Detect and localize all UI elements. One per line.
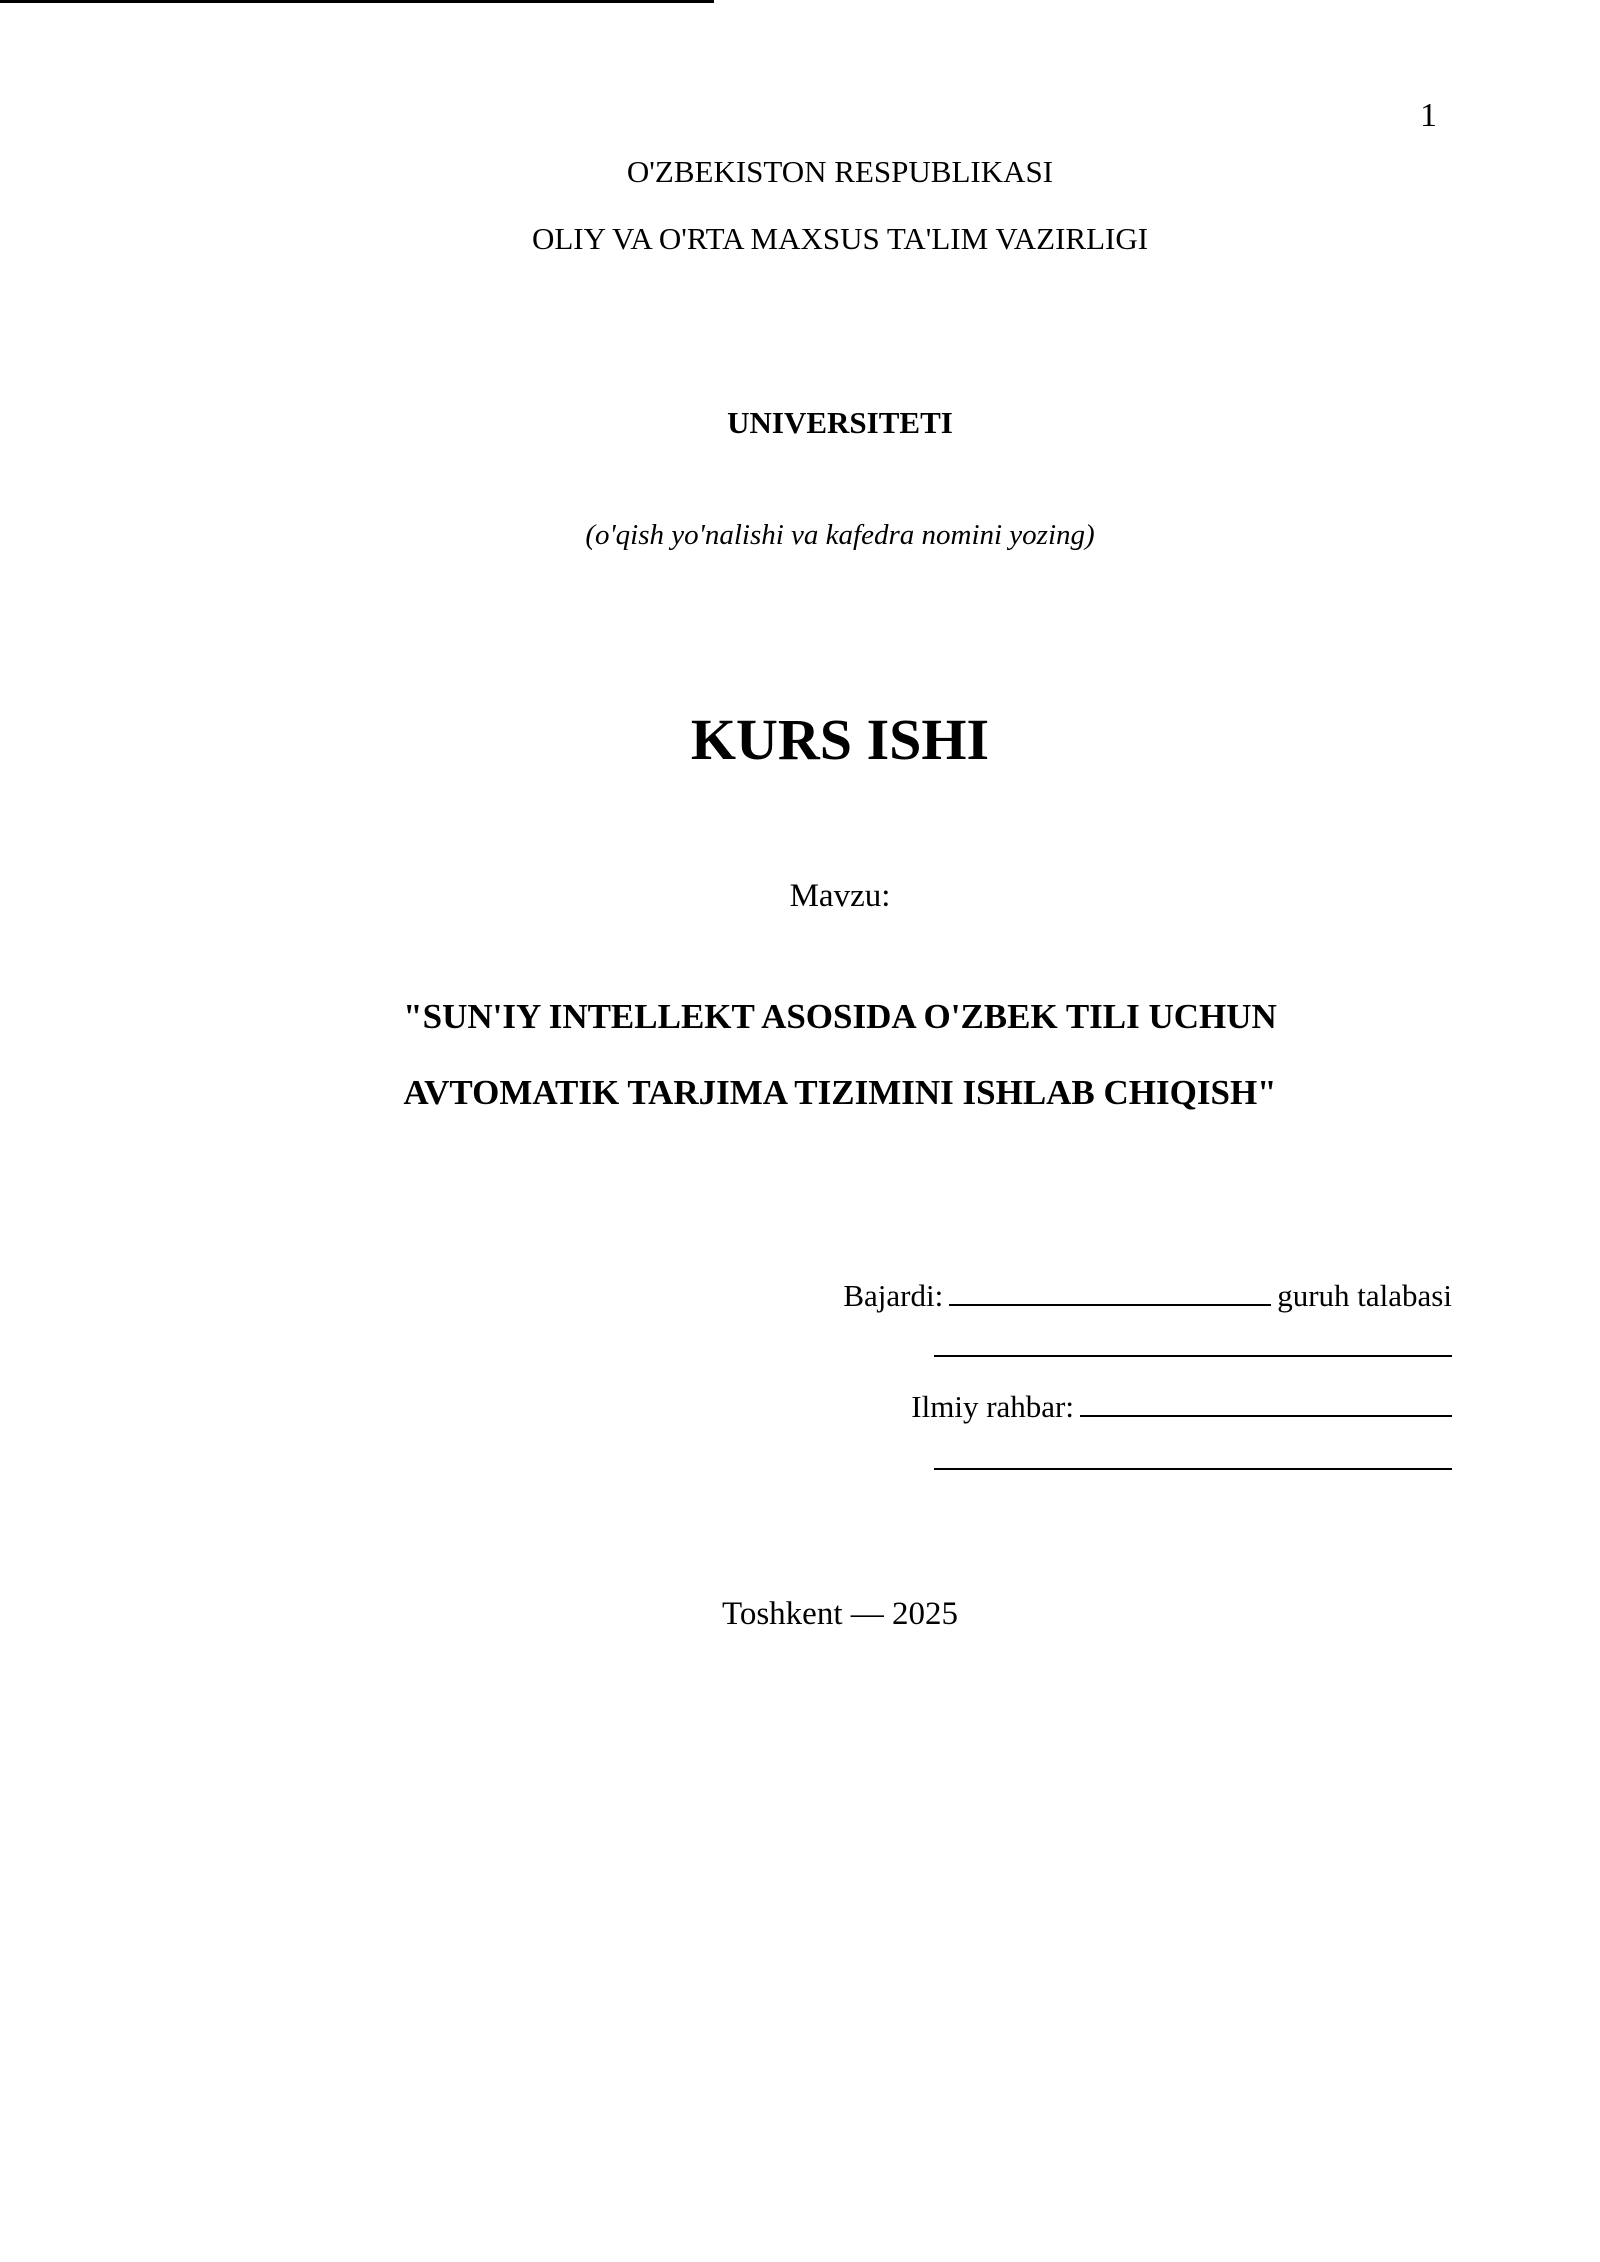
- performer-group-blank: [949, 1274, 1271, 1306]
- performer-suffix: guruh talabasi: [1277, 1278, 1452, 1313]
- supervisor-title-blank: [1080, 1385, 1452, 1417]
- city-year: Toshkent — 2025: [721, 1596, 958, 1632]
- supervisor-label: Ilmiy rahbar:: [911, 1389, 1074, 1424]
- supervisor-name-line: [934, 1438, 1452, 1480]
- topic-title-line-1: "SUN'IY INTELLEKT ASOSIDA O'ZBEK TILI UCHUN: [403, 997, 1277, 1036]
- performer-line: [843, 1274, 1452, 1316]
- ministry-name: OLIY VA O'RTA MAXSUS TA'LIM VAZIRLIGI: [531, 221, 1149, 256]
- performer-name-line: [934, 1325, 1452, 1367]
- performer-label: Bajardi:: [843, 1278, 944, 1313]
- university-label: UNIVERSITETI: [727, 405, 953, 440]
- supervisor-line: [911, 1385, 1452, 1427]
- country-name: O'ZBEKISTON RESPUBLIKASI: [626, 154, 1054, 189]
- performer-name-blank: [934, 1325, 1452, 1357]
- page-number: 1: [1420, 97, 1437, 134]
- university-name-blank-line: [0, 0, 714, 3]
- topic-title-line-2: AVTOMATIK TARJIMA TIZIMINI ISHLAB CHIQISH": [403, 1073, 1277, 1112]
- supervisor-name-blank: [934, 1438, 1452, 1470]
- direction-hint: (o'qish yo'nalishi va kafedra nomini yozing): [585, 519, 1095, 551]
- document-title: KURS ISHI: [690, 707, 990, 772]
- topic-label: Mavzu:: [789, 878, 891, 914]
